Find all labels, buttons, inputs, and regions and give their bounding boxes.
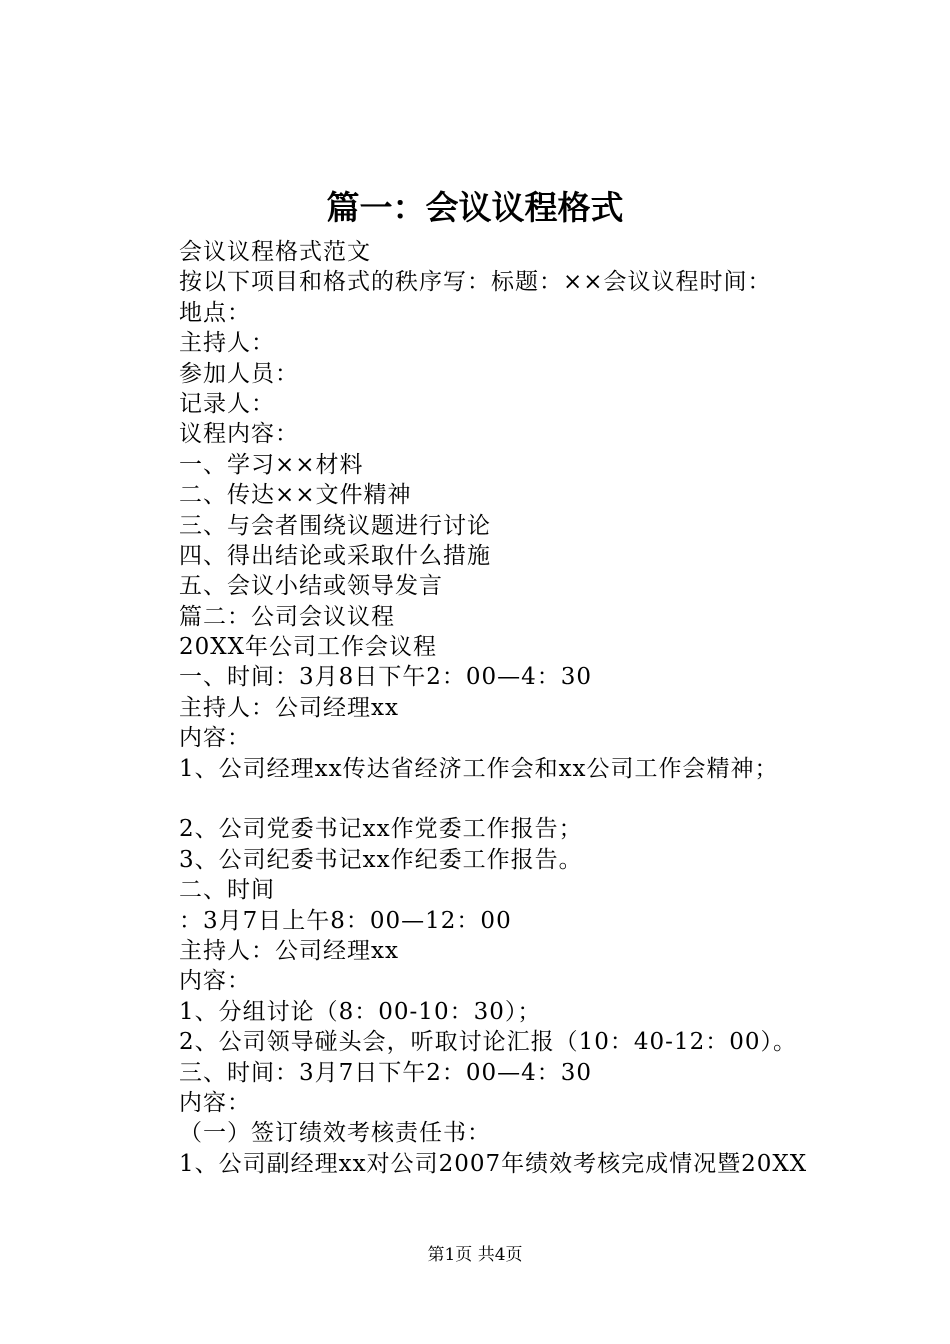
text-line: 一、时间：3月8日下午2：00—4：30 bbox=[179, 664, 593, 691]
text-line: 1、公司经理xx传达省经济工作会和xx公司工作会精神； bbox=[179, 755, 779, 782]
page-footer: 第1页 共4页 bbox=[427, 1245, 523, 1265]
text-line: 主持人： bbox=[179, 330, 275, 357]
text-line: 四、得出结论或采取什么措施 bbox=[179, 542, 491, 569]
text-line: 主持人：公司经理xx bbox=[179, 937, 399, 964]
text-line: 五、会议小结或领导发言 bbox=[179, 573, 443, 600]
document-title: 篇一：会议议程格式 bbox=[326, 188, 624, 227]
document-body bbox=[179, 237, 879, 1179]
text-line: 内容： bbox=[179, 1089, 251, 1116]
text-line: 主持人：公司经理xx bbox=[179, 694, 399, 721]
text-line: 议程内容： bbox=[179, 421, 299, 448]
text-line: 20XX年公司工作会议程 bbox=[179, 634, 438, 661]
text-line: （一）签订绩效考核责任书： bbox=[179, 1120, 491, 1147]
text-line: ：3月7日上午8：00—12：00 bbox=[179, 907, 512, 934]
text-line: 2、公司领导碰头会，听取讨论汇报（10：40-12：00）。 bbox=[179, 1029, 797, 1056]
text-line: 内容： bbox=[179, 968, 251, 995]
text-line: 1、公司副经理xx对公司2007年绩效考核完成情况暨20XX bbox=[179, 1150, 808, 1177]
text-line: 参加人员： bbox=[179, 360, 299, 387]
text-line: 3、公司纪委书记xx作纪委工作报告。 bbox=[179, 846, 583, 873]
text-line: 二、传达××文件精神 bbox=[179, 482, 412, 509]
blank-line bbox=[179, 784, 879, 814]
text-line: 内容： bbox=[179, 725, 251, 752]
text-line: 一、学习××材料 bbox=[179, 451, 364, 478]
text-line: 地点： bbox=[179, 299, 251, 326]
text-line: 三、与会者围绕议题进行讨论 bbox=[179, 512, 491, 539]
text-line: 会议议程格式范文 bbox=[179, 239, 371, 265]
text-line: 按以下项目和格式的秩序写：标题：××会议议程时间： bbox=[179, 269, 772, 296]
section-heading: 篇二：公司会议议程 bbox=[179, 603, 395, 630]
text-line: 记录人： bbox=[179, 390, 275, 417]
text-line: 2、公司党委书记xx作党委工作报告； bbox=[179, 816, 583, 843]
text-line: 三、时间：3月7日下午2：00—4：30 bbox=[179, 1059, 593, 1086]
text-line: 二、时间 bbox=[179, 877, 275, 904]
text-line: 1、分组讨论（8：00-10：30）； bbox=[179, 998, 542, 1025]
